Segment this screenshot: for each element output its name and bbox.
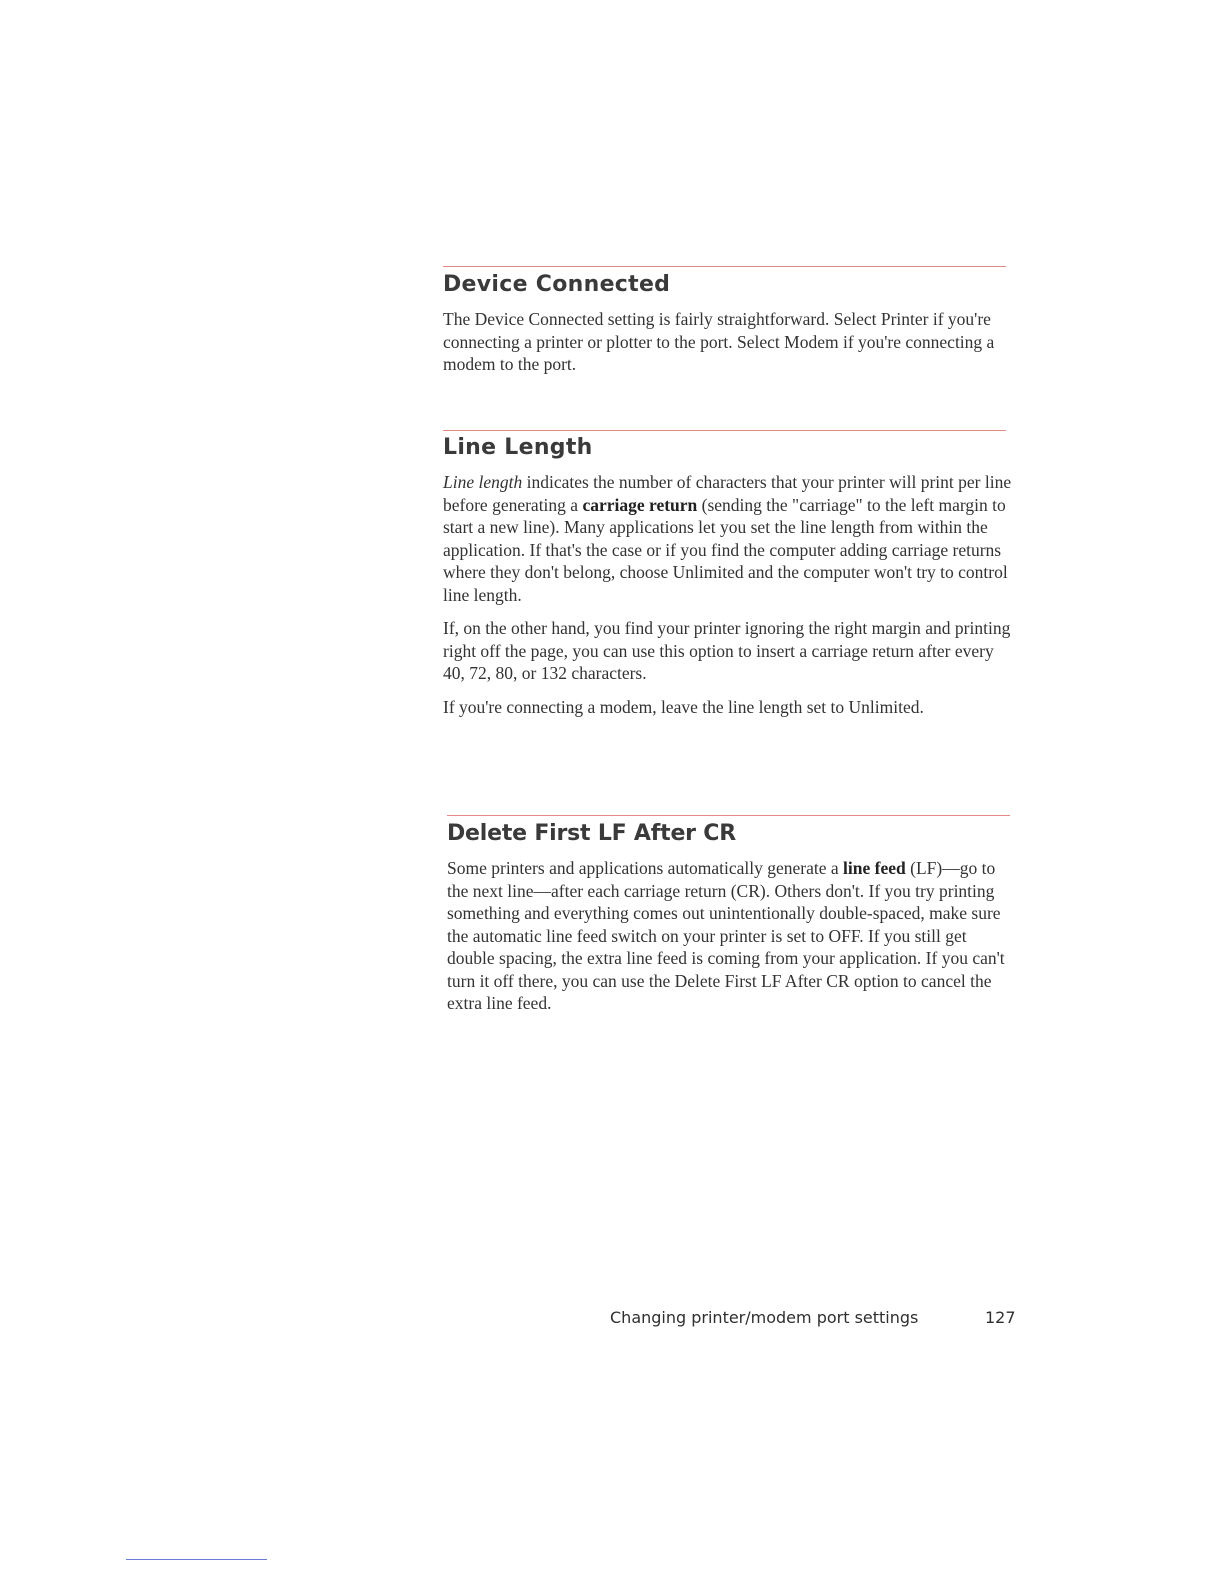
- section-heading: Delete First LF After CR: [447, 821, 736, 846]
- text-run: Some printers and applications automatically generate a: [447, 858, 844, 878]
- section-rule: [443, 266, 1006, 267]
- paragraph: [443, 471, 1013, 606]
- running-footer-title: Changing printer/modem port settings: [610, 1308, 919, 1327]
- section-body: [443, 471, 1013, 729]
- section-rule: [447, 815, 1010, 816]
- section-heading: Device Connected: [443, 272, 671, 297]
- bold-term: line feed: [843, 858, 906, 878]
- text-run: The Device Connected setting is fairly straightforward. Select Printer if you're connecting a printer or plotter to the port. Select Modem if you're connecting a modem to the port.: [443, 309, 995, 374]
- paragraph: [443, 617, 1013, 685]
- paragraph: [443, 308, 1013, 376]
- text-run: If you're connecting a modem, leave the line length set to Unlimited.: [443, 696, 924, 717]
- section-body: [447, 857, 1015, 1026]
- text-run: indicates the number of characters that your printer will print per line before generating a: [443, 472, 1012, 515]
- bold-term: carriage return: [582, 494, 698, 515]
- text-run: (LF)—go to the next line—after each carriage return (CR). Others don't. If you try printing something and everything comes out unintentionally double-spaced, make sure the automatic line feed switch on your printer is set to OFF. If you still get double spacing, the extra line feed is coming from your application. If you can't turn it off there, you can use the Delete First LF After CR option to cancel the extra line feed.: [447, 858, 1005, 1013]
- paragraph: [443, 696, 1013, 719]
- bottom-divider: [126, 1559, 267, 1560]
- text-run: If, on the other hand, you find your printer ignoring the right margin and printing right off the page, you can use this option to insert a carriage return after every 40, 72, 80, or 132 characters.: [443, 618, 1011, 683]
- italic-term: Line length: [443, 472, 523, 492]
- page-number: 127: [985, 1308, 1016, 1327]
- text-run: (sending the "carriage" to the left margin to start a new line). Many applications let you set the line length from within the application. If that's the case or if you find the computer adding carriage returns where they don't belong, choose Unlimited and the computer won't try to control line length.: [443, 494, 1008, 605]
- section-heading: Line Length: [443, 435, 593, 460]
- section-body: [443, 308, 1013, 387]
- paragraph: [447, 857, 1015, 1015]
- section-rule: [443, 430, 1006, 431]
